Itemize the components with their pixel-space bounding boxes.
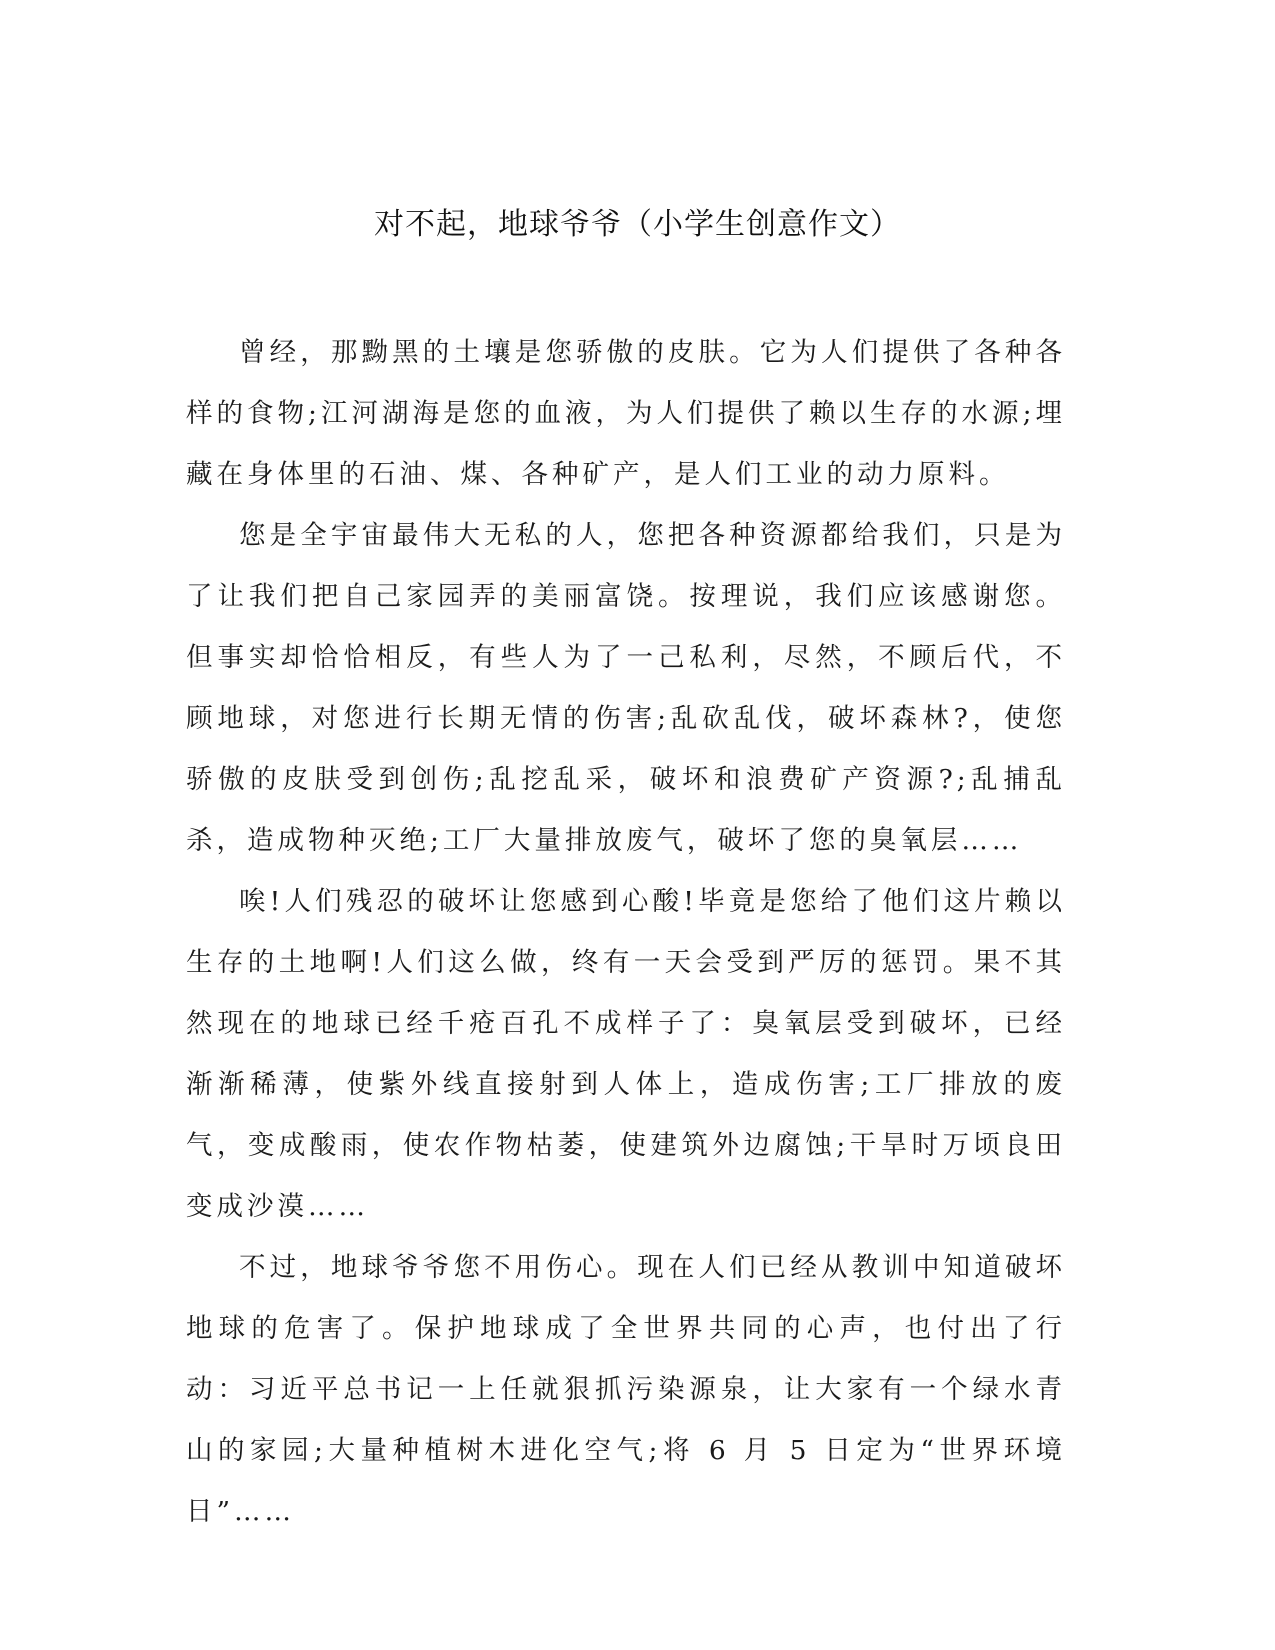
paragraph-3: 唉!人们残忍的破坏让您感到心酸!毕竟是您给了他们这片赖以生存的土地啊!人们这么做，终有一天会受到严厉的惩罚。果不其然现在的地球已经千疮百孔不成样子了：臭氧层受到破坏，已经渐渐稀薄，使紫外线直接射到人体上，造成伤害;工厂排放的废气，变成酸雨，使农作物枯萎，使建筑外边腐蚀;干旱时万顷良田变成沙漠……: [186, 886, 1066, 1222]
paragraph-4: 不过，地球爷爷您不用伤心。现在人们已经从教训中知道破坏地球的危害了。保护地球成了全世界共同的心声，也付出了行动：习近平总书记一上任就狠抓污染源泉，让大家有一个绿水青山的家园;大量种植树木进化空气;将 6 月 5 日定为“世界环境日”……: [186, 1252, 1066, 1527]
document-body: [186, 322, 1066, 1542]
paragraph-2: 您是全宇宙最伟大无私的人，您把各种资源都给我们，只是为了让我们把自己家园弄的美丽富饶。按理说，我们应该感谢您。但事实却恰恰相反，有些人为了一己私利，尽然，不顾后代，不顾地球，对您进行长期无情的伤害;乱砍乱伐，破坏森林?，使您骄傲的皮肤受到创伤;乱挖乱采，破坏和浪费矿产资源?;乱捕乱杀，造成物种灭绝;工厂大量排放废气，破坏了您的臭氧层……: [186, 520, 1066, 856]
paragraph-1: 曾经，那黝黑的土壤是您骄傲的皮肤。它为人们提供了各种各样的食物;江河湖海是您的血液，为人们提供了赖以生存的水源;埋藏在身体里的石油、煤、各种矿产，是人们工业的动力原料。: [186, 337, 1066, 490]
document-title: 对不起，地球爷爷（小学生创意作文）: [374, 207, 901, 242]
